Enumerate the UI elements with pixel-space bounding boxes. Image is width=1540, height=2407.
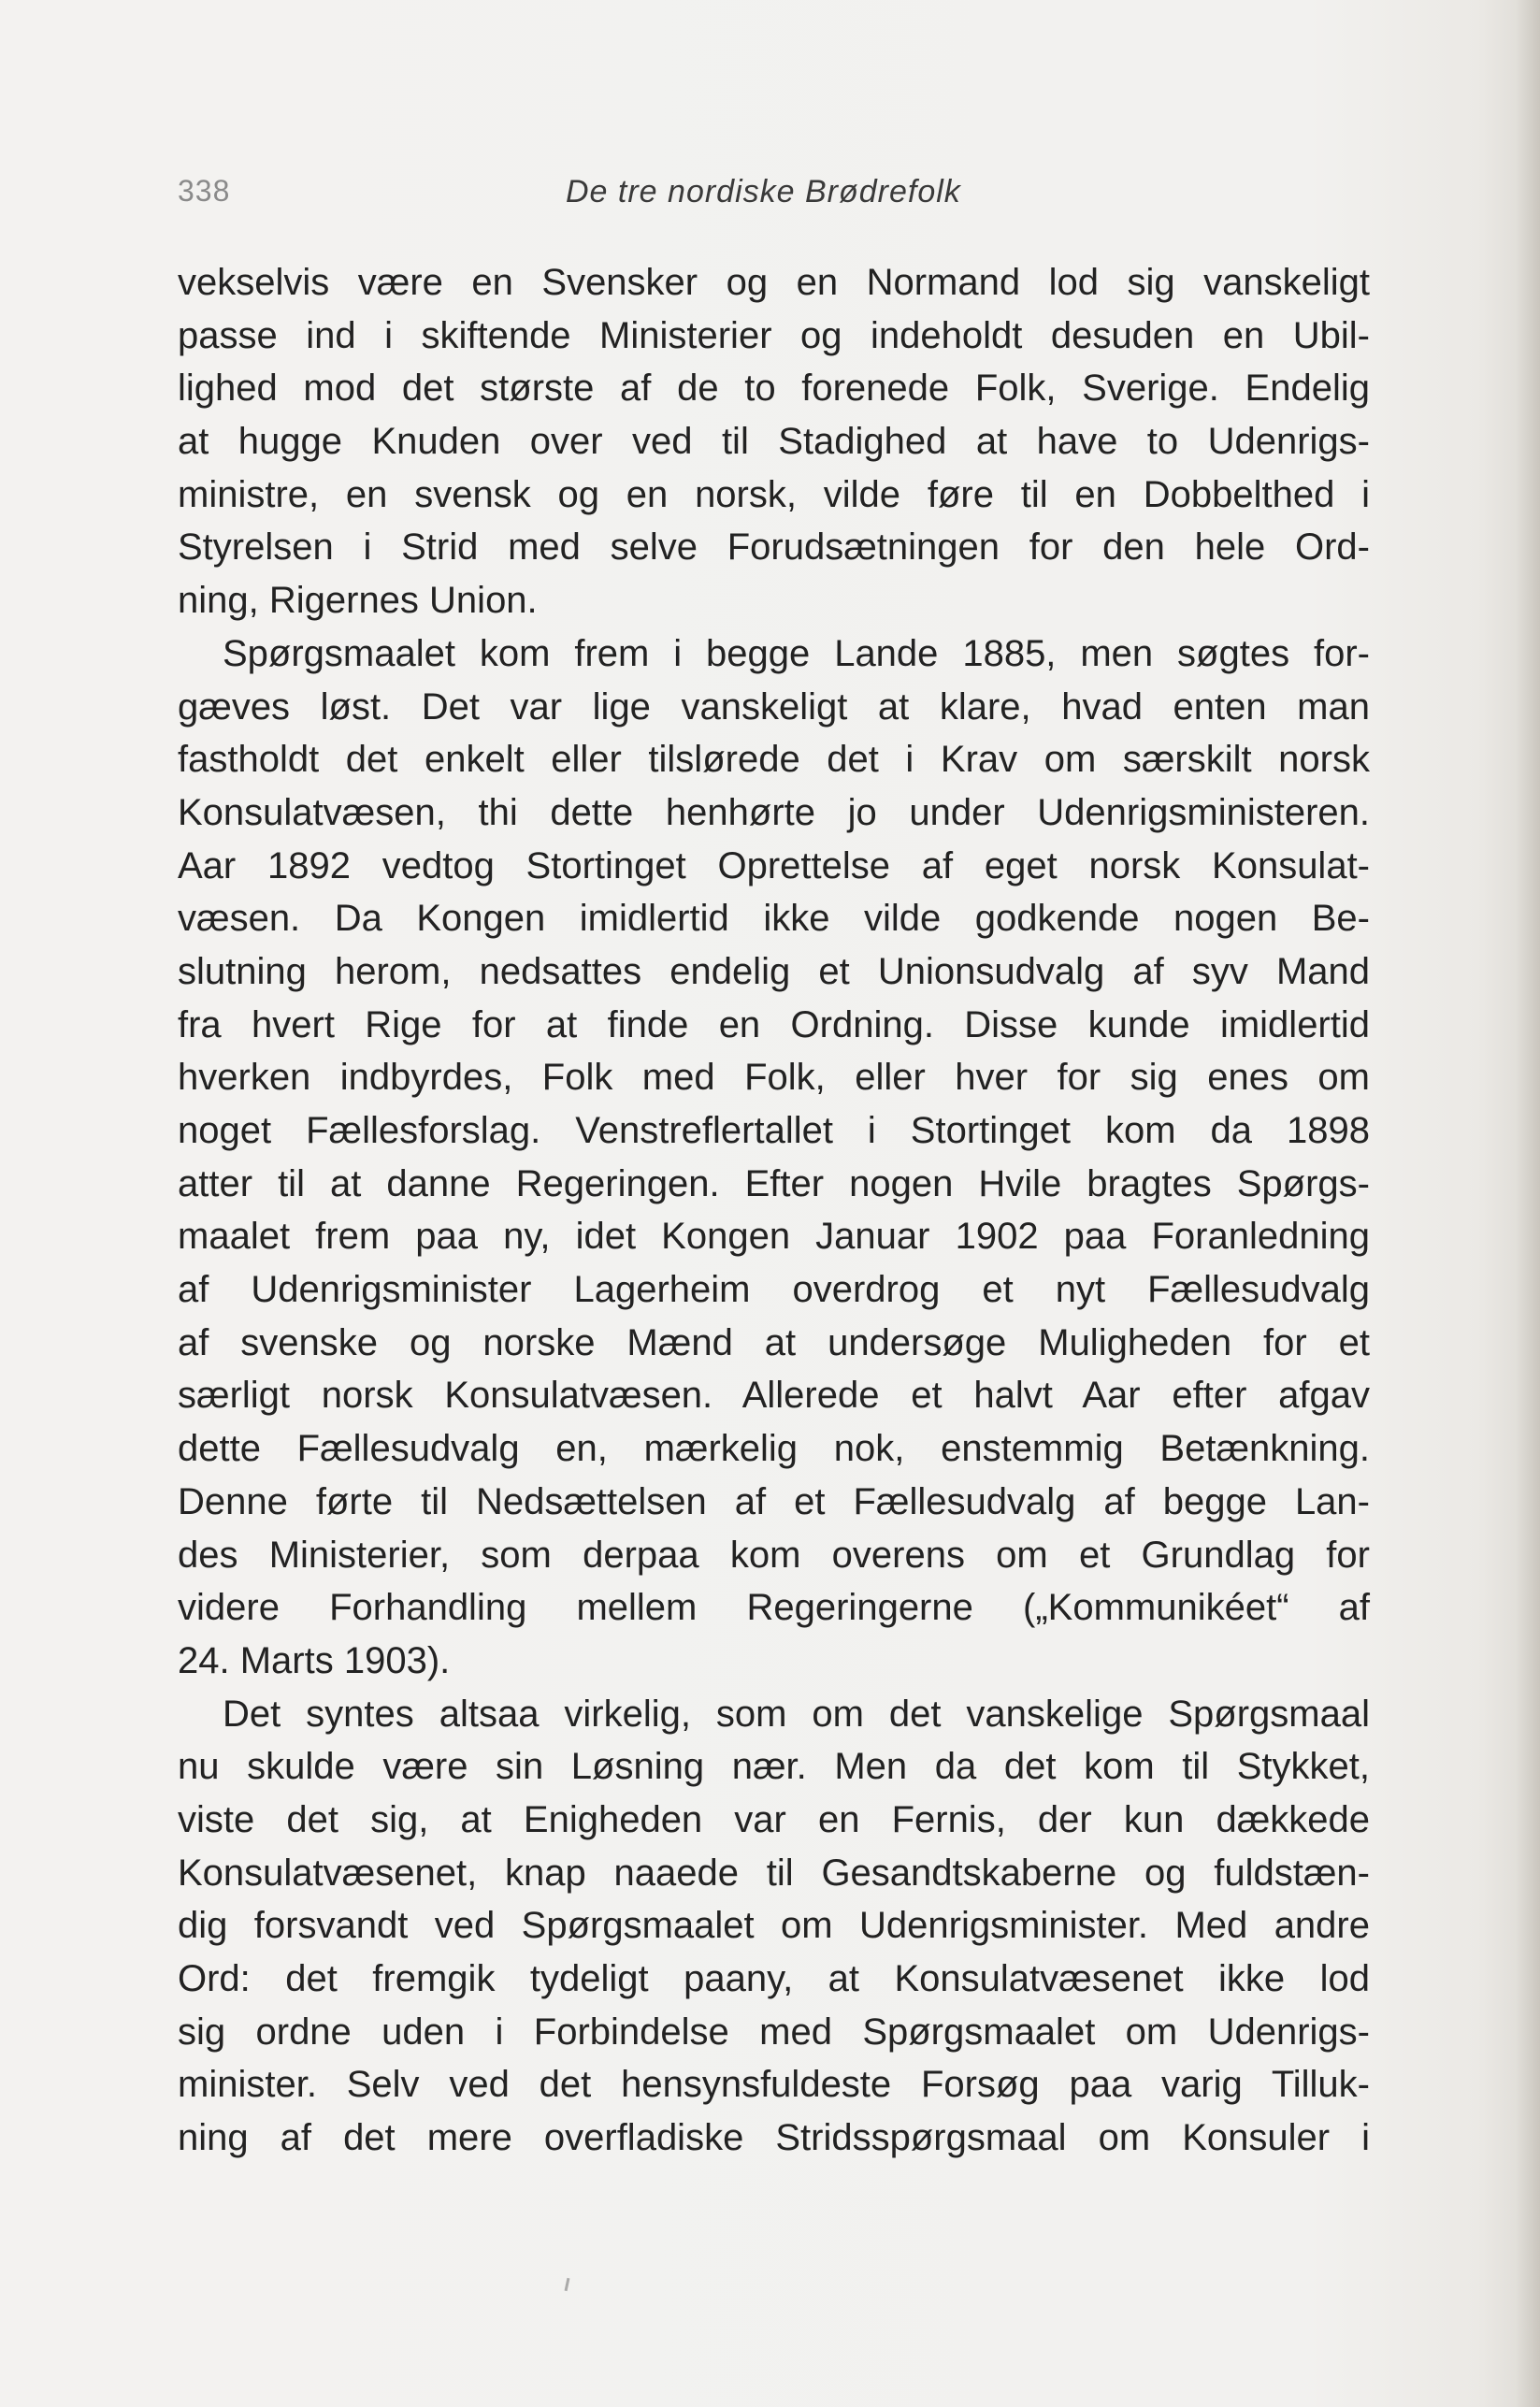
text-line: maalet frem paa ny, idet Kongen Januar 1902 paa Foranledning (178, 1216, 1370, 1258)
text-line: dig forsvandt ved Spørgsmaalet om Udenrigsminister. Med andre (178, 1905, 1370, 1947)
text-line: 24. Marts 1903). (178, 1639, 451, 1681)
running-head (178, 174, 1370, 215)
ink-speck (565, 2278, 570, 2291)
text-line: Det syntes altsaa virkelig, som om det vanskelige Spørgsmaal (223, 1693, 1370, 1735)
text-line: viste det sig, at Enigheden var en Fernis, der kun dækkede (178, 1798, 1370, 1840)
text-line: Denne førte til Nedsættelsen af et Fællesudvalg af begge Lan- (178, 1480, 1370, 1522)
text-line: minister. Selv ved det hensynsfuldeste Forsøg paa varig Tilluk- (178, 2064, 1370, 2106)
text-line: ministre, en svensk og en norsk, vilde føre til en Dobbelthed i (178, 473, 1370, 515)
text-line: lighed mod det største af de to forenede Folk, Sverige. Endelig (178, 368, 1370, 410)
text-line: at hugge Knuden over ved til Stadighed at have to Udenrigs- (178, 421, 1370, 463)
text-line: væsen. Da Kongen imidlertid ikke vilde godkende nogen Be- (178, 898, 1370, 940)
text-line: fra hvert Rige for at finde en Ordning. Disse kunde imidlertid (178, 1003, 1370, 1045)
text-line: Konsulatvæsenet, knap naaede til Gesandtskaberne og fuldstæn- (178, 1852, 1370, 1894)
page-edge-shadow (1516, 0, 1540, 2407)
text-line: Styrelsen i Strid med selve Forudsætningen for den hele Ord- (178, 526, 1370, 569)
text-line: sig ordne uden i Forbindelse med Spørgsmaalet om Udenrigs- (178, 2011, 1370, 2053)
text-line: Aar 1892 vedtog Stortinget Oprettelse af eget norsk Konsulat- (178, 844, 1370, 886)
text-line: des Ministerier, som derpaa kom overens om et Grundlag for (178, 1534, 1370, 1576)
running-title: De tre nordiske Brødrefolk (566, 174, 961, 209)
text-line: videre Forhandling mellem Regeringerne („Kommunikéet“ af (178, 1587, 1370, 1629)
text-line: noget Fællesforslag. Venstreflertallet i Stortinget kom da 1898 (178, 1110, 1370, 1151)
page-number: 338 (178, 174, 231, 208)
text-line: af Udenrigsminister Lagerheim overdrog et nyt Fællesudvalg (178, 1269, 1370, 1311)
text-line: dette Fællesudvalg en, mærkelig nok, enstemmig Betænkning. (178, 1428, 1370, 1470)
text-line: atter til at danne Regeringen. Efter nogen Hvile bragtes Spørgs- (178, 1162, 1370, 1204)
text-line: Konsulatvæsen, thi dette henhørte jo under Udenrigsministeren. (178, 791, 1370, 833)
text-line: Ord: det fremgik tydeligt paany, at Konsulatvæsenet ikke lod (178, 1958, 1370, 1999)
text-line: slutning herom, nedsattes endelig et Unionsudvalg af syv Mand (178, 950, 1370, 992)
text-line: ning, Rigernes Union. (178, 580, 538, 622)
text-line: fastholdt det enkelt eller tilslørede det i Krav om særskilt norsk (178, 739, 1370, 781)
text-line: gæves løst. Det var lige vanskeligt at klare, hvad enten man (178, 685, 1370, 728)
text-line: særligt norsk Konsulatvæsen. Allerede et halvt Aar efter afgav (178, 1375, 1370, 1417)
text-line: af svenske og norske Mænd at undersøge Muligheden for et (178, 1321, 1370, 1363)
text-line: Spørgsmaalet kom frem i begge Lande 1885, men søgtes for- (223, 632, 1370, 674)
text-line: ning af det mere overfladiske Stridsspørgsmaal om Konsuler i (178, 2117, 1370, 2159)
text-line: passe ind i skiftende Ministerier og indeholdt desuden en Ubil- (178, 314, 1370, 356)
text-line: hverken indbyrdes, Folk med Folk, eller hver for sig enes om (178, 1057, 1370, 1099)
text-line: vekselvis være en Svensker og en Normand lod sig vanskeligt (178, 262, 1370, 303)
text-line: nu skulde være sin Løsning nær. Men da det kom til Stykket, (178, 1746, 1370, 1788)
body-text (178, 256, 1370, 2165)
